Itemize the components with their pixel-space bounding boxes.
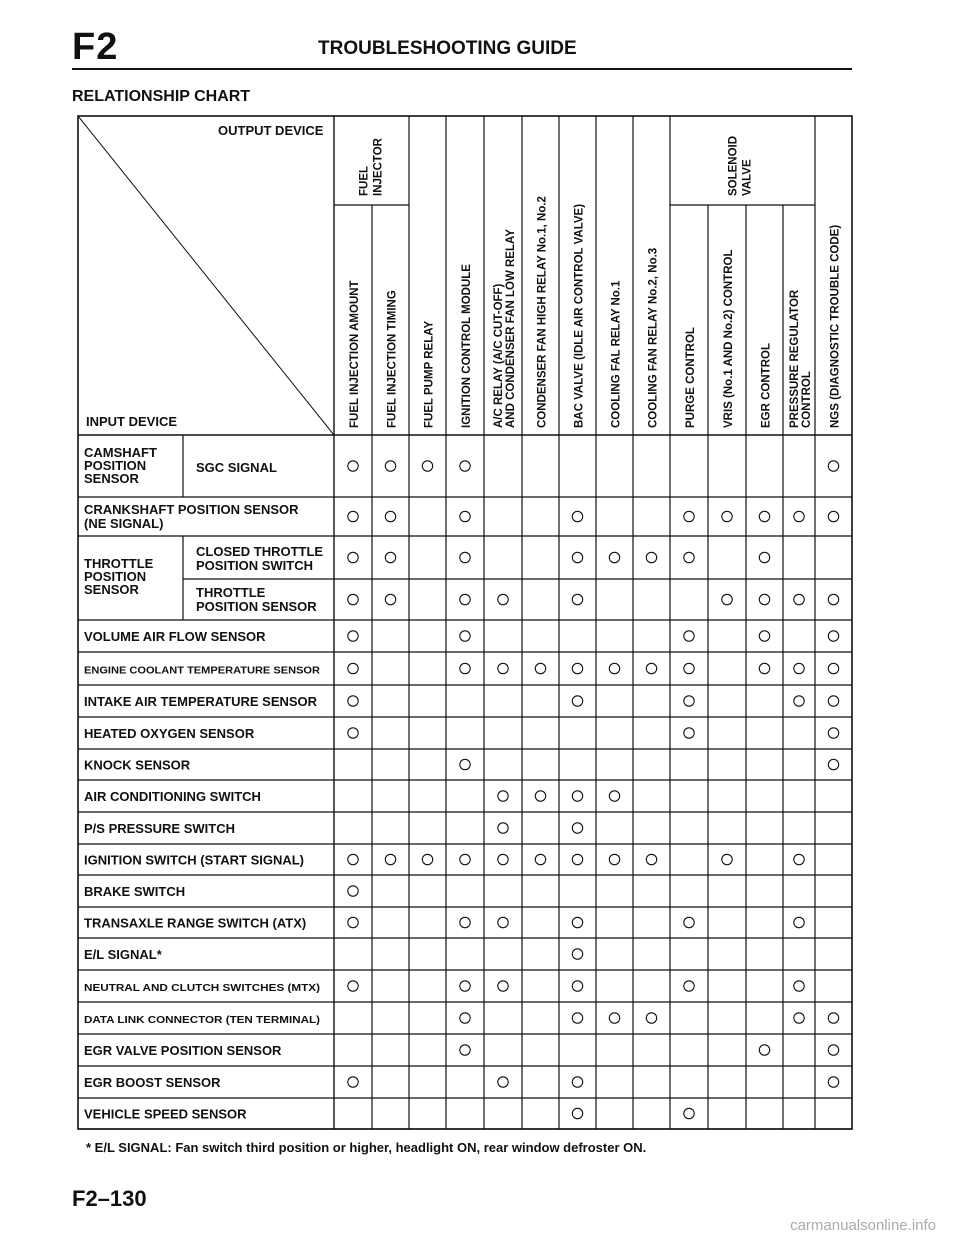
- relationship-mark: [385, 461, 395, 471]
- relationship-mark: [828, 511, 838, 521]
- relationship-mark: [572, 1108, 582, 1118]
- row-label-crankshaft: CRANKSHAFT POSITION SENSOR: [84, 502, 299, 517]
- row-sublabel-throttle-sensor: POSITION SENSOR: [196, 599, 317, 614]
- row-label-throttle: SENSOR: [84, 582, 139, 597]
- relationship-mark: [722, 854, 732, 864]
- column-header: NGS (DIAGNOSTIC TROUBLE CODE): [829, 224, 842, 428]
- column-header: VRIS (No.1 AND No.2) CONTROL: [723, 249, 735, 428]
- relationship-mark: [794, 854, 804, 864]
- relationship-mark: [385, 511, 395, 521]
- relationship-mark: [828, 663, 838, 673]
- row-label: TRANSAXLE RANGE SWITCH (ATX): [84, 915, 307, 931]
- column-header: FUEL INJECTION AMOUNT: [349, 280, 361, 428]
- page-title: TROUBLESHOOTING GUIDE: [318, 38, 577, 59]
- relationship-mark: [759, 552, 769, 562]
- relationship-mark: [460, 461, 470, 471]
- relationship-mark: [722, 594, 732, 604]
- relationship-mark: [498, 663, 508, 673]
- relationship-mark: [535, 663, 545, 673]
- relationship-mark: [572, 663, 582, 673]
- relationship-mark: [348, 461, 358, 471]
- relationship-mark: [498, 981, 508, 991]
- relationship-mark: [348, 981, 358, 991]
- row-label-throttle: THROTTLE: [84, 556, 154, 571]
- relationship-mark: [460, 1013, 470, 1023]
- relationship-mark: [460, 552, 470, 562]
- page-number: F2–130: [72, 1186, 147, 1211]
- relationship-mark: [460, 854, 470, 864]
- row-sublabel-closed-throttle: POSITION SWITCH: [196, 558, 313, 573]
- row-label: KNOCK SENSOR: [84, 757, 191, 773]
- row-label: EGR VALVE POSITION SENSOR: [84, 1043, 282, 1058]
- column-header: PRESSURE REGULATOR: [789, 289, 801, 428]
- relationship-mark: [535, 854, 545, 864]
- column-header: FUEL INJECTION TIMING: [386, 290, 399, 428]
- relationship-mark: [572, 791, 582, 801]
- relationship-mark: [348, 552, 358, 562]
- relationship-mark: [572, 917, 582, 927]
- row-label: P/S PRESSURE SWITCH: [84, 821, 235, 836]
- column-header: A/C RELAY (A/C CUT-OFF): [493, 283, 505, 428]
- column-header: FUEL PUMP RELAY: [423, 320, 436, 428]
- row-label: EGR BOOST SENSOR: [84, 1075, 221, 1090]
- corner-diagonal: [78, 116, 334, 435]
- relationship-mark: [572, 511, 582, 521]
- row-label-camshaft: CAMSHAFT: [84, 445, 157, 460]
- relationship-mark: [348, 854, 358, 864]
- column-header: CONDENSER FAN HIGH RELAY No.1, No.2: [536, 196, 549, 428]
- relationship-mark: [348, 631, 358, 641]
- relationship-mark: [572, 949, 582, 959]
- relationship-mark: [828, 728, 838, 738]
- relationship-mark: [794, 696, 804, 706]
- row-label-throttle: POSITION: [84, 569, 147, 584]
- footnote: * E/L SIGNAL: Fan switch third position or higher, headlight ON, rear window defroster ON.: [86, 1140, 647, 1155]
- relationship-mark: [572, 1013, 582, 1023]
- row-label-camshaft: POSITION: [84, 458, 147, 473]
- relationship-mark: [684, 728, 694, 738]
- relationship-mark: [794, 981, 804, 991]
- relationship-mark: [385, 552, 395, 562]
- column-header: IGNITION CONTROL MODULE: [461, 264, 473, 428]
- relationship-mark: [646, 1013, 656, 1023]
- relationship-mark: [572, 552, 582, 562]
- relationship-mark: [794, 917, 804, 927]
- relationship-mark: [609, 791, 619, 801]
- relationship-mark: [572, 696, 582, 706]
- relationship-mark: [759, 511, 769, 521]
- relationship-mark: [348, 663, 358, 673]
- relationship-mark: [609, 663, 619, 673]
- output-device-label: OUTPUT DEVICE: [218, 123, 324, 138]
- relationship-mark: [828, 696, 838, 706]
- row-label-camshaft: SENSOR: [84, 471, 139, 486]
- relationship-mark: [535, 791, 545, 801]
- relationship-mark: [828, 631, 838, 641]
- relationship-mark: [646, 552, 656, 562]
- relationship-mark: [759, 594, 769, 604]
- column-header: CONTROL: [801, 371, 813, 428]
- row-label: INTAKE AIR TEMPERATURE SENSOR: [84, 694, 318, 709]
- row-label: NEUTRAL AND CLUTCH SWITCHES (MTX): [84, 982, 320, 994]
- relationship-mark: [498, 823, 508, 833]
- relationship-mark: [794, 663, 804, 673]
- relationship-mark: [460, 594, 470, 604]
- input-device-label: INPUT DEVICE: [86, 414, 178, 429]
- row-label: BRAKE SWITCH: [84, 884, 186, 899]
- relationship-mark: [794, 511, 804, 521]
- relationship-mark: [684, 696, 694, 706]
- relationship-mark: [498, 594, 508, 604]
- relationship-mark: [460, 631, 470, 641]
- chart-title: RELATIONSHIP CHART: [72, 88, 251, 105]
- relationship-mark: [684, 511, 694, 521]
- relationship-mark: [646, 854, 656, 864]
- row-label: DATA LINK CONNECTOR (TEN TERMINAL): [84, 1014, 320, 1026]
- relationship-mark: [348, 917, 358, 927]
- row-label: IGNITION SWITCH (START SIGNAL): [84, 852, 305, 868]
- row-label: VOLUME AIR FLOW SENSOR: [84, 629, 266, 644]
- relationship-mark: [609, 1013, 619, 1023]
- group-header-solenoid-valve: VALVE: [741, 159, 754, 196]
- relationship-mark: [460, 917, 470, 927]
- column-header: EGR CONTROL: [760, 343, 773, 428]
- row-label: ENGINE COOLANT TEMPERATURE SENSOR: [84, 664, 321, 677]
- relationship-mark: [794, 594, 804, 604]
- relationship-mark: [348, 886, 358, 896]
- row-label-crankshaft: (NE SIGNAL): [84, 516, 164, 531]
- group-header-solenoid-valve: SOLENOID: [727, 135, 740, 196]
- relationship-mark: [422, 854, 432, 864]
- row-sublabel-closed-throttle: CLOSED THROTTLE: [196, 544, 324, 559]
- row-sublabel-throttle-sensor: THROTTLE: [196, 585, 266, 600]
- relationship-mark: [828, 1045, 838, 1055]
- relationship-mark: [348, 594, 358, 604]
- relationship-mark: [759, 1045, 769, 1055]
- relationship-mark: [460, 759, 470, 769]
- relationship-mark: [460, 1045, 470, 1055]
- relationship-mark: [646, 663, 656, 673]
- relationship-mark: [684, 631, 694, 641]
- relationship-mark: [684, 663, 694, 673]
- relationship-mark: [828, 1077, 838, 1087]
- group-header-fuel-injector: INJECTOR: [372, 138, 385, 196]
- relationship-mark: [609, 854, 619, 864]
- column-header: PURGE CONTROL: [685, 327, 697, 428]
- column-header: COOLING FAL RELAY No.1: [610, 280, 623, 428]
- relationship-mark: [572, 854, 582, 864]
- relationship-mark: [348, 728, 358, 738]
- relationship-mark: [422, 461, 432, 471]
- relationship-mark: [498, 791, 508, 801]
- column-header: BAC VALVE (IDLE AIR CONTROL VALVE): [573, 203, 586, 428]
- row-label: AIR CONDITIONING SWITCH: [84, 789, 261, 804]
- relationship-mark: [572, 594, 582, 604]
- row-sublabel-sgc-signal: SGC SIGNAL: [196, 460, 277, 475]
- relationship-mark: [572, 823, 582, 833]
- relationship-mark: [498, 1077, 508, 1087]
- relationship-mark: [684, 981, 694, 991]
- relationship-mark: [828, 461, 838, 471]
- relationship-mark: [684, 1108, 694, 1118]
- relationship-mark: [828, 1013, 838, 1023]
- column-header: COOLING FAN RELAY No.2, No.3: [647, 247, 660, 428]
- row-label: HEATED OXYGEN SENSOR: [84, 726, 255, 741]
- relationship-mark: [348, 511, 358, 521]
- watermark: carmanualsonline.info: [790, 1217, 936, 1234]
- relationship-mark: [828, 759, 838, 769]
- relationship-mark: [498, 854, 508, 864]
- relationship-mark: [759, 663, 769, 673]
- row-label: VEHICLE SPEED SENSOR: [84, 1106, 247, 1122]
- relationship-mark: [385, 594, 395, 604]
- relationship-mark: [385, 854, 395, 864]
- relationship-mark: [828, 594, 838, 604]
- relationship-mark: [572, 1077, 582, 1087]
- relationship-mark: [348, 1077, 358, 1087]
- relationship-mark: [460, 663, 470, 673]
- relationship-mark: [684, 552, 694, 562]
- relationship-mark: [348, 696, 358, 706]
- group-header-fuel-injector: FUEL: [358, 165, 371, 196]
- row-label: E/L SIGNAL*: [84, 947, 162, 962]
- relationship-mark: [794, 1013, 804, 1023]
- relationship-mark: [572, 981, 582, 991]
- section-code: F2: [72, 26, 119, 68]
- relationship-mark: [722, 511, 732, 521]
- relationship-mark: [460, 511, 470, 521]
- relationship-mark: [498, 917, 508, 927]
- column-header: AND CONDENSER FAN LOW RELAY: [505, 229, 517, 428]
- relationship-mark: [759, 631, 769, 641]
- relationship-mark: [609, 552, 619, 562]
- relationship-mark: [460, 981, 470, 991]
- relationship-mark: [684, 917, 694, 927]
